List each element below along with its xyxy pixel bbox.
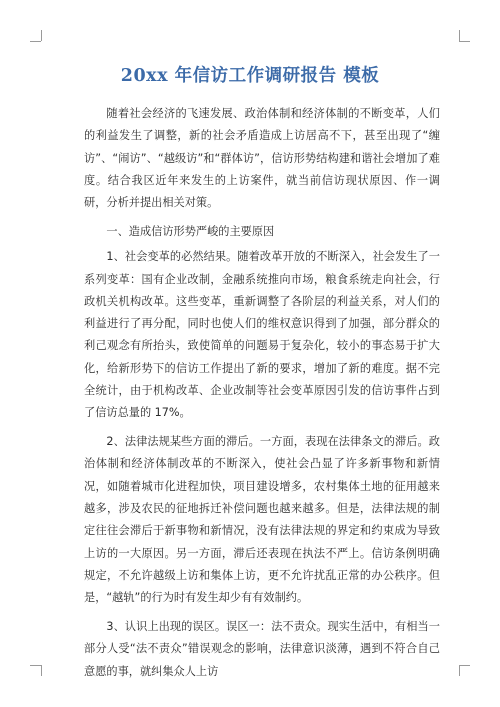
document-body bbox=[84, 103, 440, 689]
crop-mark-bottom-right-v bbox=[459, 665, 460, 676]
crop-mark-top-left-h bbox=[30, 41, 41, 42]
paragraph-intro: 随着社会经济的飞速发展、政治体制和经济体制的不断变革，人们的利益发生了调整，新的社会矛盾造成上访居高不下，甚至出现了“缠访”、“闹访”、“越级访”和“群体访”，信访形势结构建和谐社会增加了难度。结合我区近年来发生的上访案件，就当前信访现状原因、作一调研，分析并提出相关对策。 bbox=[84, 107, 440, 210]
paragraph-legal-lag: 2、法律法规某些方面的滞后。一方面，表现在法律条文的滞后。政治体制和经济体制改革的不断深入，使社会凸显了许多新事物和新情况，如随着城市化进程加快，项目建设增多，农村集体土地的征用越来越多，涉及农民的征地拆迁补偿问题也越来越多。但是，法律法规的制定往往会滞后于新事物和新情况，没有法律法规的界定和约束成为导致上访的一大原因。另一方面，滞后还表现在执法不严上。信访条例明确规定，不允许越级上访和集体上访，更不允许扰乱正常的办公秩序。但是，“越轨”的行为时有发生却少有有效制约。 bbox=[84, 435, 440, 605]
crop-mark-bottom-right-h bbox=[459, 665, 470, 666]
section-heading: 一、造成信访形势严峻的主要原因 bbox=[106, 224, 275, 238]
crop-mark-top-right-v bbox=[459, 30, 460, 41]
paragraph-social-change: 1、社会变革的必然结果。随着改革开放的不断深入，社会发生了一系列变革：国有企业改制，金融系统推向市场，粮食系统走向社会，行政机关机构改革。这些变革，重新调整了各阶层的利益关系，对人们的利益进行了再分配，同时也使人们的维权意识得到了加强，部分群众的利己观念有所抬头，致使简单的问题易于复杂化，较小的事态易于扩大化，给新形势下的信访工作提出了新的要求，增加了新的难度。据不完全统计，由于机构改革、企业改制等社会变革原因引发的信访事件占到了信访总量的 17%。 bbox=[84, 250, 440, 420]
document-title: 20xx 年信访工作调研报告 模板 bbox=[120, 66, 380, 86]
crop-mark-bottom-left-v bbox=[41, 665, 42, 676]
paragraph-misconception: 3、认识上出现的误区。误区一：法不责众。现实生活中，有相当一部分人受“法不责众”错误观念的影响，法律意识淡薄，遇到不符合自己意愿的事，就纠集众人上访 bbox=[84, 620, 440, 678]
crop-mark-bottom-left-h bbox=[30, 665, 41, 666]
crop-mark-top-left-v bbox=[41, 30, 42, 41]
crop-mark-top-right-h bbox=[459, 41, 470, 42]
